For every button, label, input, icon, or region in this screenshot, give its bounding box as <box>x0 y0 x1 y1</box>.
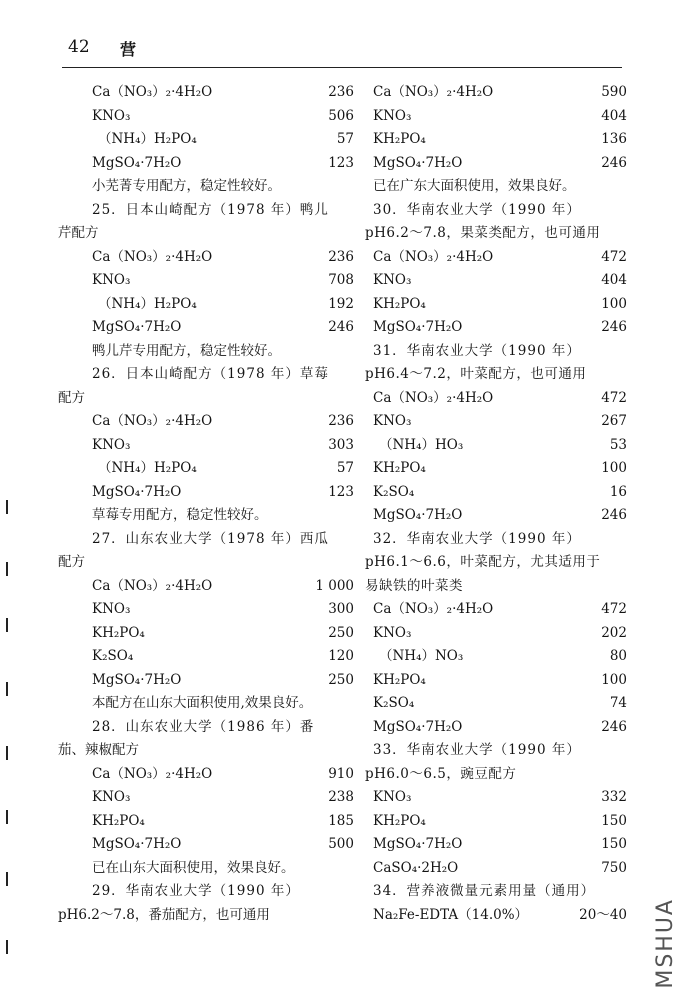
text-line <box>365 739 627 763</box>
compound-name: （NH₄）H₂PO₄ <box>98 131 197 147</box>
paragraph-text: 鸭儿芹专用配方，稳定性较好。 <box>92 342 281 359</box>
compound-amount: 202 <box>601 624 627 641</box>
right-column <box>365 81 627 927</box>
compound-name: K₂SO₄ <box>373 483 415 500</box>
page-header <box>62 35 622 63</box>
watermark: MSHUA <box>653 898 678 989</box>
compound-name: KNO₃ <box>92 789 131 805</box>
text-line <box>84 175 354 199</box>
formula-entry <box>365 293 627 317</box>
compound-amount: 74 <box>609 695 627 711</box>
compound-name: Ca（NO₃）₂·4H₂O <box>92 765 213 782</box>
compound-amount: 192 <box>328 295 354 312</box>
compound-name: KNO₃ <box>373 413 412 429</box>
formula-entry <box>365 269 627 293</box>
compound-amount: 246 <box>601 154 627 171</box>
compound-amount: 300 <box>328 601 354 617</box>
paragraph-text: 31．华南农业大学（1990 年） <box>373 342 581 359</box>
compound-amount: 404 <box>601 107 627 124</box>
formula-entry <box>84 669 354 693</box>
text-line <box>365 340 627 364</box>
text-line <box>58 551 354 575</box>
compound-amount: 1 000 <box>315 577 354 594</box>
compound-name: KH₂PO₄ <box>373 131 426 147</box>
compound-name: （NH₄）NO₃ <box>379 648 464 664</box>
text-line <box>365 551 627 575</box>
formula-entry <box>365 410 627 434</box>
paragraph-text: pH6.2～7.8，果菜类配方，也可通用 <box>365 225 601 241</box>
paragraph-text: pH6.2～7.8，番茄配方，也可通用 <box>58 906 270 923</box>
text-line <box>365 363 627 387</box>
paragraph-text: 配方 <box>58 554 85 570</box>
paragraph-text: pH6.1～6.6，叶菜配方，尤其适用于 <box>365 554 601 570</box>
compound-name: MgSO₄·7H₂O <box>92 319 182 335</box>
paragraph-text: 29．华南农业大学（1990 年） <box>92 883 300 899</box>
compound-amount: 246 <box>328 319 354 335</box>
compound-amount: 80 <box>609 648 627 664</box>
compound-name: （NH₄）H₂PO₄ <box>98 460 197 476</box>
compound-name: KH₂PO₄ <box>373 671 426 688</box>
formula-entry <box>84 246 354 270</box>
compound-amount: 100 <box>601 671 627 688</box>
compound-name: KNO₃ <box>373 107 412 124</box>
compound-amount: 100 <box>601 460 627 476</box>
text-line <box>58 222 354 246</box>
paragraph-text: 草莓专用配方，稳定性较好。 <box>92 507 268 523</box>
header-rule <box>62 67 622 68</box>
formula-entry <box>365 504 627 528</box>
compound-name: Ca（NO₃）₂·4H₂O <box>92 413 213 429</box>
formula-entry <box>365 669 627 693</box>
formula-entry <box>84 434 354 458</box>
compound-name: Ca（NO₃）₂·4H₂O <box>373 601 494 617</box>
compound-amount: 246 <box>601 718 627 735</box>
formula-entry <box>365 622 627 646</box>
text-line <box>365 763 627 787</box>
formula-entry <box>365 786 627 810</box>
running-head: 营 <box>120 40 137 59</box>
compound-name: KNO₃ <box>92 272 131 288</box>
compound-name: MgSO₄·7H₂O <box>92 836 182 852</box>
paragraph-text: 30．华南农业大学（1990 年） <box>373 201 581 218</box>
paragraph-text: 28．山东农业大学（1986 年）番 <box>92 718 315 735</box>
compound-name: Ca（NO₃）₂·4H₂O <box>373 389 494 406</box>
compound-name: MgSO₄·7H₂O <box>92 154 182 171</box>
text-line <box>84 504 354 528</box>
compound-name: Ca（NO₃）₂·4H₂O <box>373 84 494 100</box>
compound-amount: 500 <box>328 836 354 852</box>
compound-name: KNO₃ <box>373 789 412 805</box>
formula-entry <box>365 457 627 481</box>
formula-entry <box>84 833 354 857</box>
compound-name: Ca（NO₃）₂·4H₂O <box>92 84 213 100</box>
formula-entry <box>365 105 627 129</box>
compound-name: MgSO₄·7H₂O <box>373 154 463 171</box>
compound-name: Na₂Fe-EDTA（14.0%） <box>373 906 529 923</box>
compound-name: KNO₃ <box>373 272 412 288</box>
formula-entry <box>84 575 354 599</box>
compound-amount: 332 <box>601 789 627 805</box>
compound-amount: 250 <box>328 624 354 641</box>
paragraph-text: pH6.4～7.2，叶菜配方，也可通用 <box>365 366 587 382</box>
text-line <box>365 575 627 599</box>
text-line <box>365 199 627 223</box>
formula-entry <box>365 904 627 928</box>
compound-name: KH₂PO₄ <box>92 624 145 641</box>
formula-entry <box>84 457 354 481</box>
text-line <box>58 904 354 928</box>
compound-amount: 20～40 <box>579 906 627 923</box>
compound-amount: 236 <box>328 413 354 429</box>
paragraph-text: 26．日本山崎配方（1978 年）草莓 <box>92 366 329 382</box>
compound-name: KNO₃ <box>92 436 131 453</box>
compound-amount: 238 <box>328 789 354 805</box>
compound-amount: 246 <box>601 319 627 335</box>
compound-amount: 150 <box>601 836 627 852</box>
text-line <box>365 528 627 552</box>
paragraph-text: pH6.0～6.5，豌豆配方 <box>365 765 517 782</box>
formula-entry <box>365 81 627 105</box>
compound-name: KNO₃ <box>373 624 412 641</box>
compound-name: KH₂PO₄ <box>92 812 145 829</box>
text-line <box>84 716 354 740</box>
compound-amount: 185 <box>328 812 354 829</box>
formula-entry <box>84 105 354 129</box>
paragraph-text: 33．华南农业大学（1990 年） <box>373 742 581 758</box>
formula-entry <box>365 434 627 458</box>
formula-entry <box>365 810 627 834</box>
formula-entry <box>84 598 354 622</box>
paragraph-text: 25．日本山崎配方（1978 年）鸭儿 <box>92 201 329 218</box>
compound-name: CaSO₄·2H₂O <box>373 859 459 876</box>
compound-amount: 100 <box>601 295 627 312</box>
text-line <box>84 857 354 881</box>
compound-name: KH₂PO₄ <box>373 460 426 476</box>
compound-amount: 16 <box>609 483 627 500</box>
compound-name: （NH₄）H₂PO₄ <box>98 295 197 312</box>
compound-name: Ca（NO₃）₂·4H₂O <box>373 248 494 265</box>
compound-amount: 57 <box>336 131 354 147</box>
text-line <box>365 880 627 904</box>
formula-entry <box>365 316 627 340</box>
compound-amount: 472 <box>601 248 627 265</box>
formula-entry <box>84 293 354 317</box>
formula-entry <box>84 810 354 834</box>
formula-entry <box>84 128 354 152</box>
compound-name: MgSO₄·7H₂O <box>373 319 463 335</box>
compound-amount: 236 <box>328 84 354 100</box>
compound-amount: 708 <box>328 272 354 288</box>
page-number: 42 <box>68 37 90 57</box>
compound-amount: 472 <box>601 601 627 617</box>
compound-amount: 750 <box>601 859 627 876</box>
formula-entry <box>365 481 627 505</box>
text-line <box>58 739 354 763</box>
text-line <box>84 363 354 387</box>
paragraph-text: 34．营养液微量元素用量（通用） <box>373 883 596 899</box>
text-line <box>84 880 354 904</box>
formula-entry <box>84 786 354 810</box>
compound-name: K₂SO₄ <box>92 648 134 664</box>
formula-entry <box>365 598 627 622</box>
formula-entry <box>365 716 627 740</box>
compound-name: MgSO₄·7H₂O <box>92 483 182 500</box>
compound-name: MgSO₄·7H₂O <box>373 507 463 523</box>
compound-name: MgSO₄·7H₂O <box>373 718 463 735</box>
formula-entry <box>84 81 354 105</box>
compound-name: Ca（NO₃）₂·4H₂O <box>92 577 213 594</box>
formula-entry <box>365 152 627 176</box>
formula-entry <box>84 763 354 787</box>
compound-name: KH₂PO₄ <box>373 295 426 312</box>
text-line <box>84 692 354 716</box>
paragraph-text: 小芜菁专用配方，稳定性较好。 <box>92 178 281 194</box>
formula-entry <box>365 128 627 152</box>
formula-entry <box>365 833 627 857</box>
text-line <box>84 340 354 364</box>
compound-amount: 250 <box>328 671 354 688</box>
compound-amount: 910 <box>328 765 354 782</box>
compound-amount: 123 <box>328 154 354 171</box>
formula-entry <box>365 645 627 669</box>
text-line <box>58 387 354 411</box>
formula-entry <box>365 857 627 881</box>
compound-amount: 123 <box>328 483 354 500</box>
compound-name: K₂SO₄ <box>373 695 415 711</box>
compound-name: MgSO₄·7H₂O <box>92 671 182 688</box>
paragraph-text: 配方 <box>58 389 85 406</box>
compound-amount: 150 <box>601 812 627 829</box>
formula-entry <box>365 246 627 270</box>
paragraph-text: 已在广东大面积使用，效果良好。 <box>373 178 576 194</box>
paragraph-text: 已在山东大面积使用，效果良好。 <box>92 859 295 876</box>
compound-name: MgSO₄·7H₂O <box>373 836 463 852</box>
compound-amount: 246 <box>601 507 627 523</box>
formula-entry <box>84 152 354 176</box>
paragraph-text: 芹配方 <box>58 225 99 241</box>
compound-name: （NH₄）HO₃ <box>379 436 464 453</box>
text-line <box>84 528 354 552</box>
paragraph-text: 茄、辣椒配方 <box>58 742 139 758</box>
compound-amount: 303 <box>328 436 354 453</box>
compound-name: KH₂PO₄ <box>373 812 426 829</box>
compound-name: KNO₃ <box>92 601 131 617</box>
left-column <box>58 81 354 927</box>
paragraph-text: 32．华南农业大学（1990 年） <box>373 530 581 547</box>
compound-name: KNO₃ <box>92 107 131 124</box>
text-line <box>365 222 627 246</box>
formula-entry <box>84 269 354 293</box>
compound-amount: 267 <box>601 413 627 429</box>
compound-amount: 57 <box>336 460 354 476</box>
text-line <box>365 175 627 199</box>
formula-entry <box>365 387 627 411</box>
compound-amount: 53 <box>609 436 627 453</box>
compound-amount: 136 <box>601 131 627 147</box>
text-line <box>84 199 354 223</box>
compound-name: Ca（NO₃）₂·4H₂O <box>92 248 213 265</box>
formula-entry <box>84 622 354 646</box>
paragraph-text: 27．山东农业大学（1978 年）西瓜 <box>92 530 329 547</box>
compound-amount: 506 <box>328 107 354 124</box>
compound-amount: 404 <box>601 272 627 288</box>
formula-entry <box>84 645 354 669</box>
scan-margin-marks <box>6 500 10 980</box>
compound-amount: 236 <box>328 248 354 265</box>
compound-amount: 120 <box>328 648 354 664</box>
formula-entry <box>84 410 354 434</box>
paragraph-text: 易缺铁的叶菜类 <box>365 577 463 594</box>
paragraph-text: 本配方在山东大面积使用,效果良好。 <box>92 695 313 711</box>
compound-amount: 590 <box>601 84 627 100</box>
formula-entry <box>84 316 354 340</box>
compound-amount: 472 <box>601 389 627 406</box>
formula-entry <box>365 692 627 716</box>
formula-entry <box>84 481 354 505</box>
